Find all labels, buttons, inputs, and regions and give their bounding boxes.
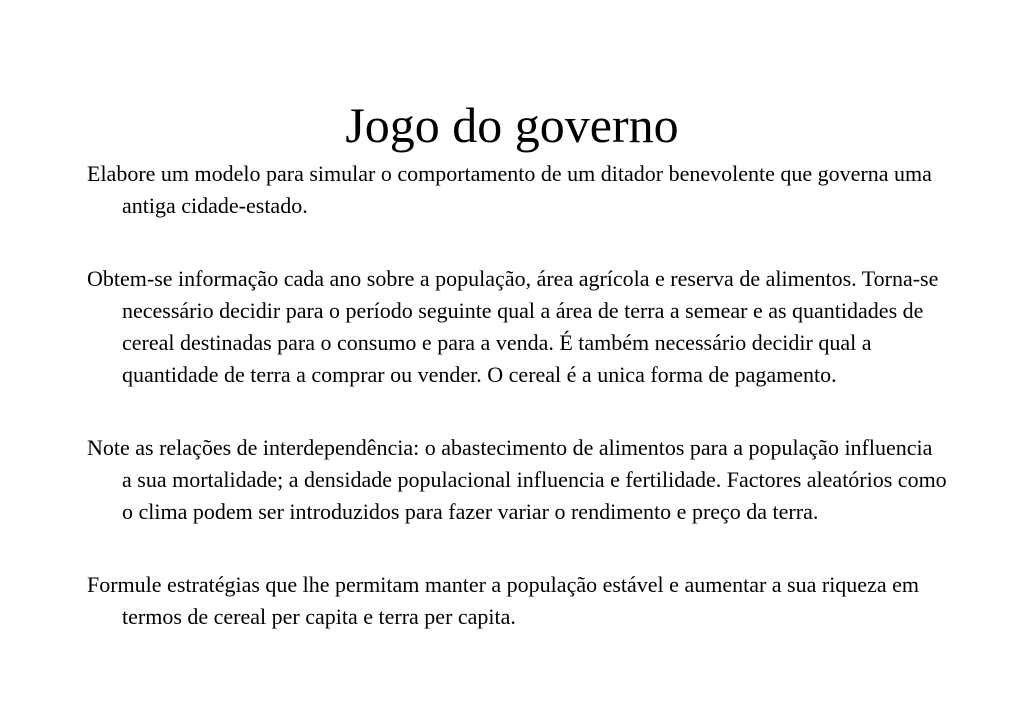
slide-body (87, 158, 947, 633)
paragraph-strategies: Formule estratégias que lhe permitam manter a população estável e aumentar a sua riqueza em termos de cereal per capita e terra per capita. (87, 572, 919, 629)
paragraph-model: Elabore um modelo para simular o comportamento de um ditador benevolente que governa uma antiga cidade-estado. (87, 161, 932, 218)
paragraph-information: Obtem-se informação cada ano sobre a população, área agrícola e reserva de alimentos. Torna-se necessário decidir para o período seguinte qual a área de terra a semear e as quantidades de cereal destinadas para o consumo e para a venda. É também necessário decidir qual a quantidade de terra a comprar ou vender. O cereal é a unica forma de pagamento. (87, 266, 939, 387)
slide-title: Jogo do governo (345, 97, 679, 153)
paragraph-interdependence: Note as relações de interdependência: o abastecimento de alimentos para a população influencia a sua mortalidade; a densidade populacional influencia e fertilidade. Factores aleatórios como o clima podem ser introduzidos para fazer variar o rendimento e preço da terra. (87, 435, 947, 524)
